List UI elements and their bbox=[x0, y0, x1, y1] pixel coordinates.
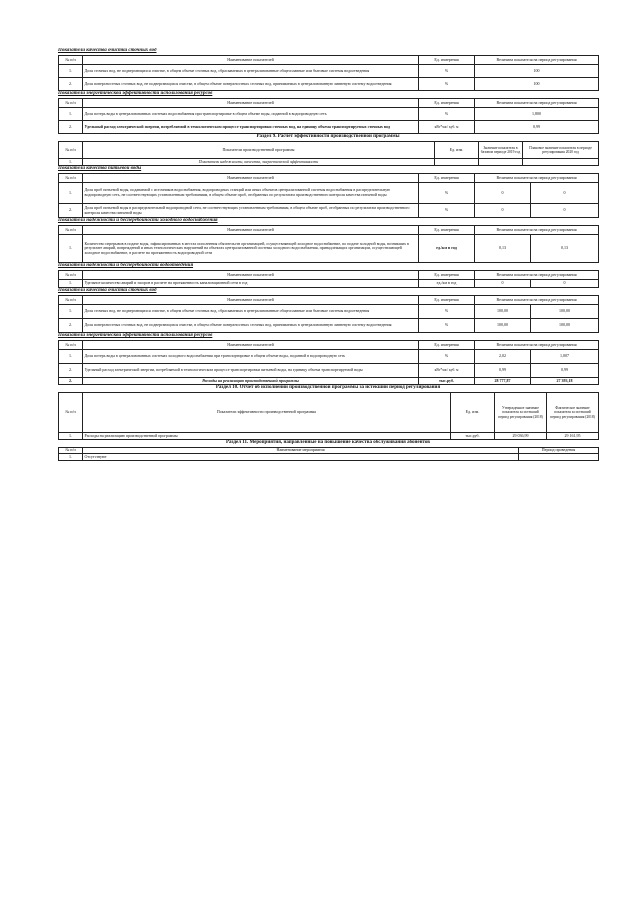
row-base: 2,02 bbox=[475, 350, 531, 364]
row-plan: 0,99 bbox=[531, 364, 599, 378]
col-value-period: Величина показателя на период регулирования bbox=[475, 226, 599, 235]
row-name: Расходы на реализацию производственной программы bbox=[83, 433, 451, 440]
col-num: № п/п bbox=[59, 226, 83, 235]
energy2-table bbox=[58, 340, 599, 385]
row-unit: ед./км в год bbox=[419, 280, 475, 288]
s10-col-approved: Утвержденное значение показателя за истекший период регулирования (2018) bbox=[495, 393, 547, 433]
sewage2-table bbox=[58, 295, 599, 333]
row-number: 1. bbox=[59, 65, 83, 78]
row-name: Удельный расход электрической энергии, потребляемой в технологическом процессе транспортировки питьевой воды, на единицу объема транспортируемой воды bbox=[83, 364, 419, 378]
row-name: Доля проб питьевой воды в распределительной водопроводной сети, не соответствующих установленным требованиям, в общем объеме проб, отобранных по результатам производственного контроля качества питьевой воды bbox=[83, 204, 419, 218]
table-row bbox=[59, 235, 599, 263]
col-num: № п/п bbox=[59, 56, 83, 65]
table-row bbox=[59, 454, 599, 461]
col-num: № п/п bbox=[59, 341, 83, 350]
row-value: 100 bbox=[475, 78, 599, 91]
row-number: 2. bbox=[59, 319, 83, 333]
row-number: 1. bbox=[59, 350, 83, 364]
col-value-period: Величина показателя на период регулирования bbox=[475, 341, 599, 350]
col-num: № п/п bbox=[59, 174, 83, 183]
row-number: 1. bbox=[59, 305, 83, 319]
row-plan: 0 bbox=[531, 204, 599, 218]
row-unit: % bbox=[419, 204, 475, 218]
s11-col-name: Наименование мероприятия bbox=[83, 448, 519, 454]
col-num: № п/п bbox=[59, 296, 83, 305]
section10-table bbox=[58, 392, 599, 440]
table-row bbox=[59, 319, 599, 333]
row-plan: 100,00 bbox=[531, 319, 599, 333]
section11-table bbox=[58, 447, 599, 461]
col-num: № п/п bbox=[59, 99, 83, 108]
section10-title: Раздел 10. Отчет об исполнении производственной программы за истекший период регулирования bbox=[215, 385, 441, 390]
s10-col-unit: Ед. изм. bbox=[451, 393, 495, 433]
table-row bbox=[59, 78, 599, 91]
row-period bbox=[519, 454, 599, 461]
row-number: 2. bbox=[59, 204, 83, 218]
col-unit: Ед. измерения bbox=[419, 56, 475, 65]
s10-col-program: Показатели эффективности производственной программы bbox=[83, 393, 451, 433]
col-indicator: Наименование показателей bbox=[83, 174, 419, 183]
row-approved: 29 036,99 bbox=[495, 433, 547, 440]
table-row bbox=[59, 121, 599, 134]
row-actual: 29 161,95 bbox=[547, 433, 599, 440]
row-name: Количество перерывов в подаче воды, зафиксированных в местах исполнения обязательств организацией, осуществляющей холодное водоснабжение, по подаче холодной воды, возникших в результате аварий, повреждений и иных технологических нарушений на объектах централизованной системы холодного водоснабжения, принадлежащих организации, осуществляющей холодное водоснабжение, в расчете на протяженность водопроводной сети bbox=[83, 235, 419, 263]
table-row bbox=[59, 350, 599, 364]
col-indicator: Наименование показателей bbox=[83, 296, 419, 305]
row-plan: 1,007 bbox=[531, 350, 599, 364]
table-row bbox=[59, 108, 599, 121]
s9-col-base: Значение показателя в базовом периоде 2019 год bbox=[479, 142, 523, 159]
row-name: Доля поверхностных сточных вод, не подвергающихся очистке, в общем объеме поверхностных сточных вод, принимаемых в централизованную ливневую систему водоотведения bbox=[83, 319, 419, 333]
section9-table bbox=[58, 141, 599, 166]
section9-title: Раздел 9. Расчет эффективности производственной программы bbox=[256, 134, 400, 139]
total-row bbox=[59, 378, 599, 385]
col-unit: Ед. измерения bbox=[419, 226, 475, 235]
s9-col-program: Показатели производственной программы bbox=[83, 142, 435, 159]
row-unit: тыс.руб. bbox=[419, 378, 475, 385]
col-value-period: Величина показателя на период регулирования bbox=[475, 296, 599, 305]
reliability-cold-table bbox=[58, 225, 599, 263]
row-number: 2. bbox=[59, 78, 83, 91]
col-unit: Ед. измерения bbox=[419, 174, 475, 183]
row-plan: 100,00 bbox=[531, 305, 599, 319]
col-value-period: Величина показателя на период регулирования bbox=[475, 174, 599, 183]
col-value-period: Величина показателя на период регулирования bbox=[475, 271, 599, 280]
row-unit: кВт*час/ куб. м bbox=[419, 364, 475, 378]
row-plan: 0 bbox=[531, 183, 599, 204]
row-name: Удельное количество аварий и засоров в расчете на протяженность канализационной сети в год bbox=[83, 280, 419, 288]
row-name: Расходы на реализацию производственной программы bbox=[83, 378, 419, 385]
s9-col-unit: Ед. изм. bbox=[435, 142, 479, 159]
row-plan: 0 bbox=[531, 280, 599, 288]
energy-table bbox=[58, 98, 599, 134]
row-unit: ед./км в год bbox=[419, 235, 475, 263]
s11-col-period: Период проведения bbox=[519, 448, 599, 454]
document-page bbox=[58, 48, 598, 461]
s9-row-number: 1. bbox=[59, 159, 83, 166]
row-base: 100,00 bbox=[475, 319, 531, 333]
col-indicator: Наименование показателей bbox=[83, 99, 419, 108]
section-heading-energy: Показатели энергетической эффективности использования ресурсов bbox=[58, 91, 213, 96]
section-heading-energy-2: Показатели энергетической эффективности использования ресурсов bbox=[58, 333, 213, 338]
col-unit: Ед. измерения bbox=[419, 99, 475, 108]
row-unit: % bbox=[419, 183, 475, 204]
row-unit: % bbox=[419, 350, 475, 364]
row-value: 100 bbox=[475, 65, 599, 78]
row-unit: кВт*час/ куб. м bbox=[419, 121, 475, 134]
row-unit: тыс.руб. bbox=[451, 433, 495, 440]
col-value-period: Величина показателя на период регулирования bbox=[475, 99, 599, 108]
row-name: Доля проб питьевой воды, подаваемой с источников водоснабжения, водопроводных станций или иных объектов централизованной системы водоснабжения в распределительную водопроводную сеть, не соответствующих установленным требованиям, в общем объеме проб, отобранных по результатам производственного контроля качества питьевой воды bbox=[83, 183, 419, 204]
row-base: 0 bbox=[475, 204, 531, 218]
s10-col-actual: Фактическое значение показателя за истекший период регулирования (2018) bbox=[547, 393, 599, 433]
section-heading-sewage-quality-2: Показатели качества очистки сточных вод bbox=[58, 288, 157, 293]
col-unit: Ед. измерения bbox=[419, 296, 475, 305]
row-number: 1. bbox=[59, 108, 83, 121]
col-value-period: Величина показателя на период регулирования bbox=[475, 56, 599, 65]
s11-col-num: № п/п bbox=[59, 448, 83, 454]
row-base: 0 bbox=[475, 183, 531, 204]
row-value: 1,800 bbox=[475, 108, 599, 121]
s9-col-plan: Плановое значение показателя в периоде регулирования 2020 год bbox=[523, 142, 599, 159]
s10-col-num: № п/п bbox=[59, 393, 83, 433]
section-heading-reliability-cold: Показатели надежности и бесперебойности холодного водоснабжения bbox=[58, 218, 218, 223]
row-plan: 0,13 bbox=[531, 235, 599, 263]
row-number: 1. bbox=[59, 454, 83, 461]
table-row bbox=[59, 65, 599, 78]
reliability-sewer-table bbox=[58, 270, 599, 288]
drinking-table bbox=[58, 173, 599, 218]
table-row bbox=[59, 433, 599, 440]
row-unit: % bbox=[419, 65, 475, 78]
row-number: 1. bbox=[59, 280, 83, 288]
section11-title: Раздел 11. Мероприятия, направленные на повышение качества обслуживания абонентов bbox=[226, 440, 430, 445]
row-number: 2. bbox=[59, 121, 83, 134]
col-num: № п/п bbox=[59, 271, 83, 280]
row-name: Отсутствуют bbox=[83, 454, 519, 461]
row-unit: % bbox=[419, 78, 475, 91]
row-name: Доля сточных вод, не подвергающихся очистке, в общем объеме сточных вод, сбрасываемых в централизованные общесплавные или бытовые системы водоотведения bbox=[83, 65, 419, 78]
section-heading-reliability-sewer: Показатели надежности и бесперебойности водоотведения bbox=[58, 263, 194, 268]
row-name: Доля сточных вод, не подвергающихся очистке, в общем объеме сточных вод, сбрасываемых в централизованные общесплавные или бытовые системы водоотведения bbox=[83, 305, 419, 319]
col-unit: Ед. измерения bbox=[419, 271, 475, 280]
col-indicator: Наименование показателей bbox=[83, 271, 419, 280]
row-unit: % bbox=[419, 319, 475, 333]
col-indicator: Наименование показателей bbox=[83, 226, 419, 235]
row-number: 2. bbox=[59, 364, 83, 378]
table-row bbox=[59, 305, 599, 319]
table-row bbox=[59, 280, 599, 288]
row-number: 1. bbox=[59, 433, 83, 440]
row-base: 0 bbox=[475, 280, 531, 288]
row-base: 28 777,87 bbox=[475, 378, 531, 385]
table-row bbox=[59, 183, 599, 204]
row-base: 100,00 bbox=[475, 305, 531, 319]
row-value: 0,99 bbox=[475, 121, 599, 134]
row-unit: % bbox=[419, 108, 475, 121]
table-row bbox=[59, 364, 599, 378]
col-unit: Ед. измерения bbox=[419, 341, 475, 350]
col-indicator: Наименование показателей bbox=[83, 341, 419, 350]
section-heading-sewage-quality: Показатели качества очистки сточных вод bbox=[58, 48, 157, 53]
section-heading-drinking: Показатели качества питьевой воды bbox=[58, 166, 142, 171]
row-name: Удельный расход электрической энергии, потребляемой в технологическом процессе транспортировки сточных вод, на единицу объема транспортируемых сточных вод bbox=[83, 121, 419, 134]
row-unit: % bbox=[419, 305, 475, 319]
row-base: 0,13 bbox=[475, 235, 531, 263]
row-name: Доля потерь воды в централизованных системах холодного водоснабжения при транспортировке в общем объеме воды, поданной в водопроводную сеть bbox=[83, 350, 419, 364]
row-plan: 27 393,18 bbox=[531, 378, 599, 385]
s9-row-label: Показатели надежности, качества, энергетической эффективности bbox=[83, 159, 435, 166]
row-number: 1. bbox=[59, 183, 83, 204]
col-indicator: Наименование показателей bbox=[83, 56, 419, 65]
row-base: 0,99 bbox=[475, 364, 531, 378]
sewage-quality-table bbox=[58, 55, 599, 91]
table-row bbox=[59, 204, 599, 218]
s9-col-num: № п/п bbox=[59, 142, 83, 159]
row-number: 2. bbox=[59, 378, 83, 385]
row-name: Доля потерь воды в централизованных системах водоснабжения при транспортировке в общем объеме воды, поданной в водопроводную сеть bbox=[83, 108, 419, 121]
row-name: Доля поверхностных сточных вод, не подвергающихся очистке, в общем объеме поверхностных сточных вод, принимаемых в централизованную ливневую систему водоотведения bbox=[83, 78, 419, 91]
row-number: 1. bbox=[59, 235, 83, 263]
